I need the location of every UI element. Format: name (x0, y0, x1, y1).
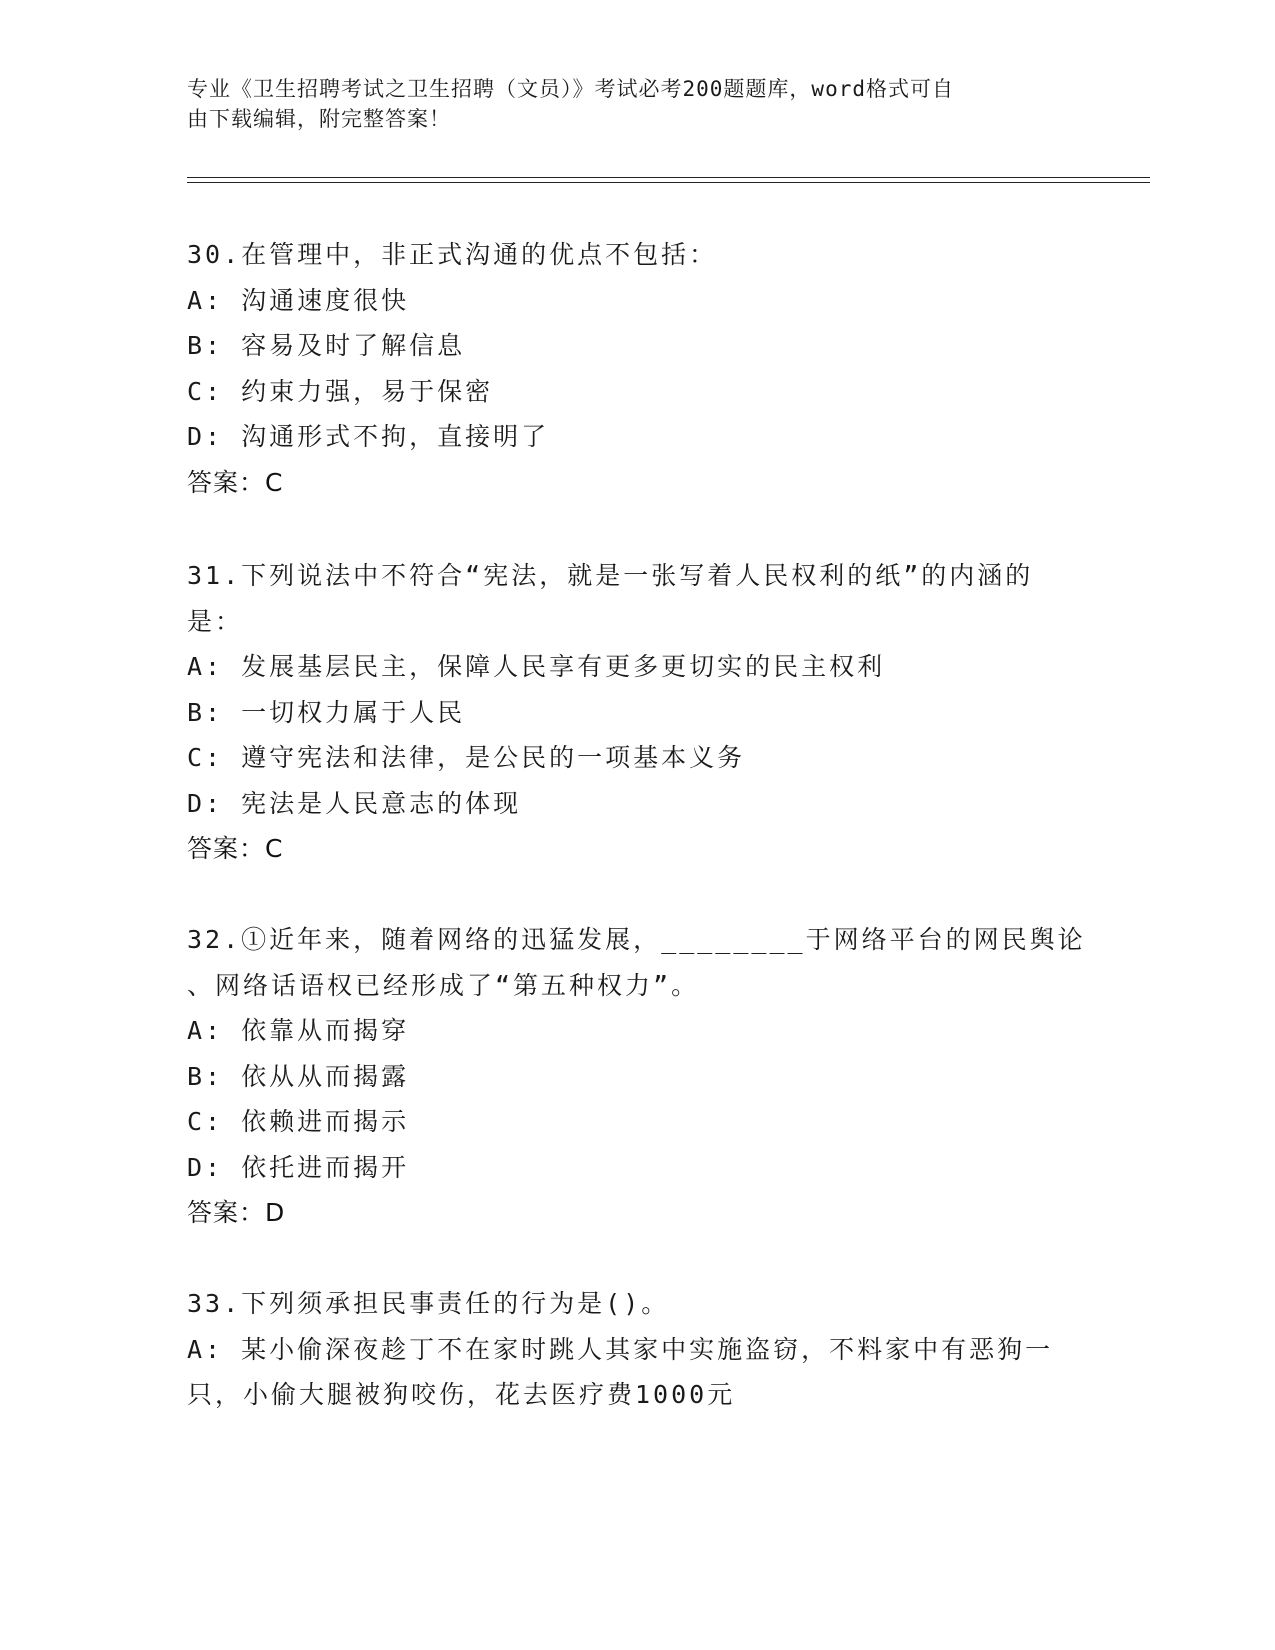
header-divider (187, 182, 1150, 183)
header-divider (187, 177, 1150, 178)
option-a: A: 沟通速度很快 (187, 285, 410, 315)
option-a: A: 发展基层民主，保障人民享有更多更切实的民主权利 (187, 652, 886, 681)
option-a-continued: 只，小偷大腿被狗咬伤，花去医疗费1000元 (187, 1380, 736, 1409)
option-a: A: 某小偷深夜趁丁不在家时跳人其家中实施盗窃，不料家中有恶狗一 (187, 1334, 1054, 1364)
question-32 (187, 917, 1086, 1236)
option-d: D: 宪法是人民意志的体现 (187, 788, 522, 818)
option-c: C: 依赖进而揭示 (187, 1107, 410, 1136)
question-stem-continued: 、网络话语权已经形成了“第五种权力”。 (187, 970, 700, 1000)
question-stem: 33.下列须承担民事责任的行为是()。 (187, 1289, 670, 1318)
question-31 (187, 553, 1067, 872)
option-d: D: 依托进而揭开 (187, 1152, 410, 1182)
question-stem: 32.①近年来，随着网络的迅猛发展，________于网络平台的网民舆论 (187, 925, 1086, 954)
answer: 答案：C (187, 467, 284, 497)
answer: 答案：D (187, 1198, 286, 1227)
option-c: C: 遵守宪法和法律，是公民的一项基本义务 (187, 743, 746, 772)
option-d: D: 沟通形式不拘，直接明了 (187, 422, 550, 451)
option-b: B: 容易及时了解信息 (187, 331, 466, 360)
question-30 (187, 232, 1067, 505)
option-b: B: 依从从而揭露 (187, 1061, 410, 1091)
header-line: 专业《卫生招聘考试之卫生招聘（文员）》考试必考200题题库，word格式可自 (187, 77, 954, 101)
option-c: C: 约束力强，易于保密 (187, 376, 494, 406)
header-line: 由下载编辑，附完整答案！ (187, 107, 451, 131)
question-stem: 30.在管理中，非正式沟通的优点不包括： (187, 240, 718, 269)
option-a: A: 依靠从而揭穿 (187, 1016, 410, 1045)
question-33 (187, 1281, 1067, 1418)
question-stem: 31.下列说法中不符合“宪法，就是一张写着人民权利的纸”的内涵的 (187, 561, 1034, 590)
document-header (187, 74, 1067, 134)
answer: 答案：C (187, 834, 284, 863)
question-stem-continued: 是： (187, 606, 244, 636)
option-b: B: 一切权力属于人民 (187, 697, 466, 727)
